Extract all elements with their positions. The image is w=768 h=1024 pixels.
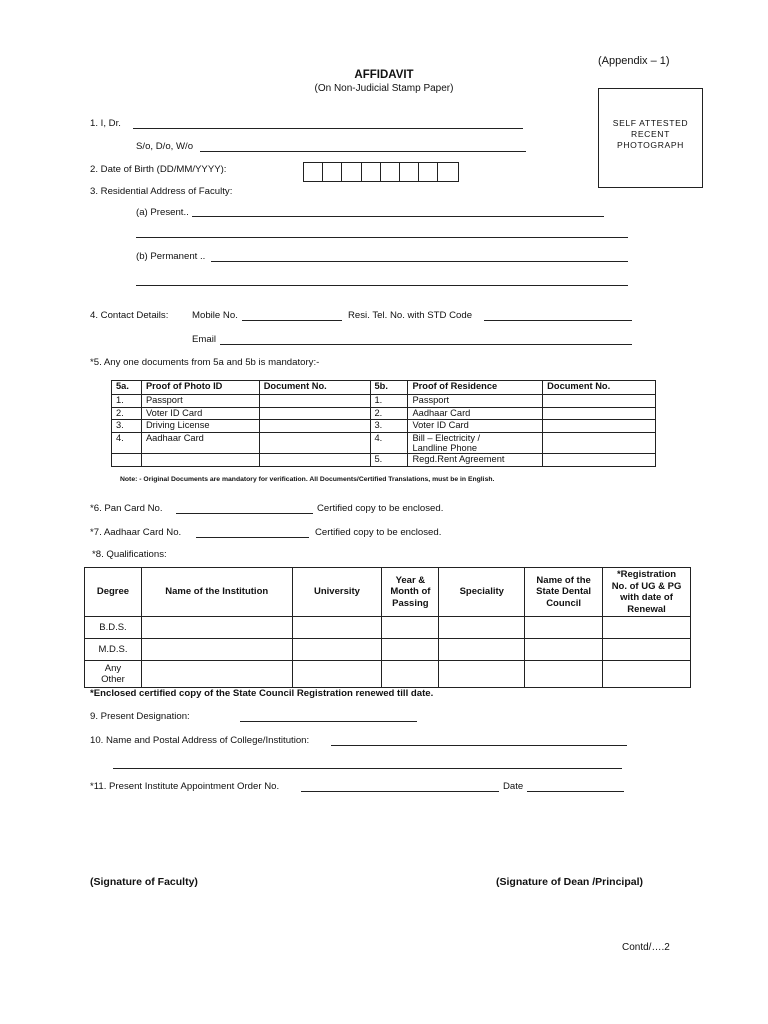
qualifications-table: [84, 567, 691, 688]
page-title: AFFIDAVIT: [354, 69, 414, 81]
documents-note: Note: - Original Documents are mandatory for verification. All Documents/Certified Translations, must be in English.: [120, 476, 495, 483]
table-cell: Passport: [408, 395, 543, 408]
documents-table: [111, 380, 656, 467]
dob-boxes[interactable]: [303, 162, 459, 182]
table-row: [112, 432, 656, 454]
table-row: [112, 395, 656, 408]
table-cell: 1.: [370, 395, 408, 408]
table-cell-input[interactable]: [259, 407, 370, 420]
table-cell-input[interactable]: [292, 617, 382, 639]
table-cell-input[interactable]: [259, 395, 370, 408]
table-cell: B.D.S.: [85, 617, 142, 639]
table-cell: 4.: [112, 432, 142, 454]
table-row: [112, 454, 656, 467]
header-cell: Speciality: [439, 568, 525, 617]
header-cell: Proof of Photo ID: [141, 381, 259, 395]
table-cell: Voter ID Card: [141, 407, 259, 420]
address-label: 3. Residential Address of Faculty:: [90, 186, 233, 197]
table-row: [85, 617, 691, 639]
table-cell: 2.: [112, 407, 142, 420]
table-cell: 4.: [370, 432, 408, 454]
photo-label-line-2: RECENT: [631, 129, 670, 139]
aadhaar-suffix: Certified copy to be enclosed.: [315, 527, 442, 538]
faculty-signature-label: (Signature of Faculty): [90, 876, 198, 888]
table-cell: Voter ID Card: [408, 420, 543, 433]
table-cell-input[interactable]: [543, 395, 656, 408]
appointment-label: *11. Present Institute Appointment Order No.: [90, 781, 280, 792]
table-header-row: [112, 381, 656, 395]
table-cell: Regd.Rent Agreement: [408, 454, 543, 467]
photo-label-line-3: PHOTOGRAPH: [617, 140, 684, 150]
dob-label: 2. Date of Birth (DD/MM/YYYY):: [90, 164, 227, 175]
table-cell-input[interactable]: [141, 661, 292, 688]
date-label: Date: [503, 781, 524, 792]
table-cell-input[interactable]: [382, 661, 439, 688]
dob-cell[interactable]: [438, 163, 457, 181]
table-header-row: [85, 568, 691, 617]
email-label: Email: [192, 334, 216, 345]
table-cell-input[interactable]: [543, 420, 656, 433]
table-cell-input[interactable]: [525, 639, 603, 661]
college-field-2[interactable]: [113, 768, 622, 769]
table-cell: [141, 454, 259, 467]
header-cell: Document No.: [259, 381, 370, 395]
header-cell: Name of the Institution: [141, 568, 292, 617]
dob-cell[interactable]: [419, 163, 438, 181]
designation-field[interactable]: [240, 721, 417, 722]
table-cell: Aadhaar Card: [141, 432, 259, 454]
permanent-address-field[interactable]: [211, 261, 628, 262]
table-row: [112, 420, 656, 433]
header-cell: Degree: [85, 568, 142, 617]
table-row: [85, 661, 691, 688]
table-cell-input[interactable]: [141, 639, 292, 661]
present-address-label: (a) Present..: [136, 207, 189, 218]
table-cell: Driving License: [141, 420, 259, 433]
table-cell-input[interactable]: [382, 639, 439, 661]
table-row: [112, 407, 656, 420]
dob-cell[interactable]: [304, 163, 323, 181]
aadhaar-label: *7. Aadhaar Card No.: [90, 527, 182, 538]
table-cell: 1.: [112, 395, 142, 408]
continued-label: Contd/….2: [622, 942, 670, 953]
header-cell: 5a.: [112, 381, 142, 395]
table-cell: Passport: [141, 395, 259, 408]
table-cell-input[interactable]: [543, 454, 656, 467]
relation-label: S/o, D/o, W/o: [136, 141, 194, 152]
qualifications-label: *8. Qualifications:: [92, 549, 167, 560]
qualifications-note: *Enclosed certified copy of the State Council Registration renewed till date.: [90, 688, 434, 699]
college-label: 10. Name and Postal Address of College/Institution:: [90, 735, 310, 746]
resi-tel-label: Resi. Tel. No. with STD Code: [348, 310, 473, 321]
table-cell: 3.: [112, 420, 142, 433]
table-cell-input[interactable]: [525, 617, 603, 639]
designation-label: 9. Present Designation:: [90, 711, 190, 722]
table-cell-input[interactable]: [439, 661, 525, 688]
table-cell-input[interactable]: [259, 420, 370, 433]
contact-label: 4. Contact Details:: [90, 310, 169, 321]
header-cell: Name of the State Dental Council: [525, 568, 603, 617]
table-cell-input[interactable]: [382, 617, 439, 639]
page-subtitle: (On Non-Judicial Stamp Paper): [314, 83, 454, 94]
date-field[interactable]: [527, 791, 624, 792]
mobile-field[interactable]: [242, 320, 342, 321]
table-cell-input[interactable]: [543, 407, 656, 420]
mobile-label: Mobile No.: [192, 310, 238, 321]
header-cell: University: [292, 568, 382, 617]
table-row: [85, 639, 691, 661]
dob-cell[interactable]: [400, 163, 419, 181]
dean-signature-label: (Signature of Dean /Principal): [496, 876, 644, 888]
table-cell: 3.: [370, 420, 408, 433]
table-cell-input[interactable]: [603, 617, 691, 639]
table-cell: [112, 454, 142, 467]
aadhaar-field[interactable]: [196, 537, 309, 538]
permanent-address-field-2[interactable]: [136, 285, 628, 286]
header-cell: *Registration No. of UG & PG with date of Renewal: [603, 568, 691, 617]
table-cell: 2.: [370, 407, 408, 420]
table-cell: M.D.S.: [85, 639, 142, 661]
table-cell: Any Other: [85, 661, 142, 688]
dob-cell[interactable]: [381, 163, 400, 181]
table-cell-input[interactable]: [439, 639, 525, 661]
email-field[interactable]: [220, 344, 632, 345]
table-cell: 5.: [370, 454, 408, 467]
table-cell: Bill – Electricity / Landline Phone: [408, 432, 543, 454]
table-cell: Aadhaar Card: [408, 407, 543, 420]
table-cell-input[interactable]: [439, 617, 525, 639]
table-cell-input[interactable]: [603, 639, 691, 661]
dob-cell[interactable]: [342, 163, 361, 181]
table-cell-input[interactable]: [259, 454, 370, 467]
table-cell-input[interactable]: [292, 661, 382, 688]
present-address-field-2[interactable]: [136, 237, 628, 238]
permanent-address-label: (b) Permanent ..: [136, 251, 206, 262]
header-cell: Document No.: [543, 381, 656, 395]
pan-label: *6. Pan Card No.: [90, 503, 163, 514]
relation-field[interactable]: [200, 151, 526, 152]
appointment-field[interactable]: [301, 791, 499, 792]
header-cell: Proof of Residence: [408, 381, 543, 395]
table-cell-input[interactable]: [259, 432, 370, 454]
header-cell: 5b.: [370, 381, 408, 395]
resi-tel-field[interactable]: [484, 320, 632, 321]
appendix-label: (Appendix – 1): [598, 55, 670, 67]
photo-label-line-1: SELF ATTESTED: [612, 118, 689, 128]
name-label: 1. I, Dr.: [90, 118, 121, 129]
header-cell: Year & Month of Passing: [382, 568, 439, 617]
pan-field[interactable]: [176, 513, 313, 514]
docs-intro: *5. Any one documents from 5a and 5b is mandatory:-: [90, 357, 320, 368]
table-cell-input[interactable]: [141, 617, 292, 639]
dob-cell[interactable]: [362, 163, 381, 181]
present-address-field[interactable]: [192, 216, 604, 217]
dob-cell[interactable]: [323, 163, 342, 181]
table-cell-input[interactable]: [543, 432, 656, 454]
table-cell-input[interactable]: [292, 639, 382, 661]
table-cell-input[interactable]: [525, 661, 603, 688]
table-cell-input[interactable]: [603, 661, 691, 688]
name-field[interactable]: [133, 128, 523, 129]
photograph-box[interactable]: [598, 88, 703, 188]
pan-suffix: Certified copy to be enclosed.: [317, 503, 444, 514]
college-field[interactable]: [331, 745, 627, 746]
